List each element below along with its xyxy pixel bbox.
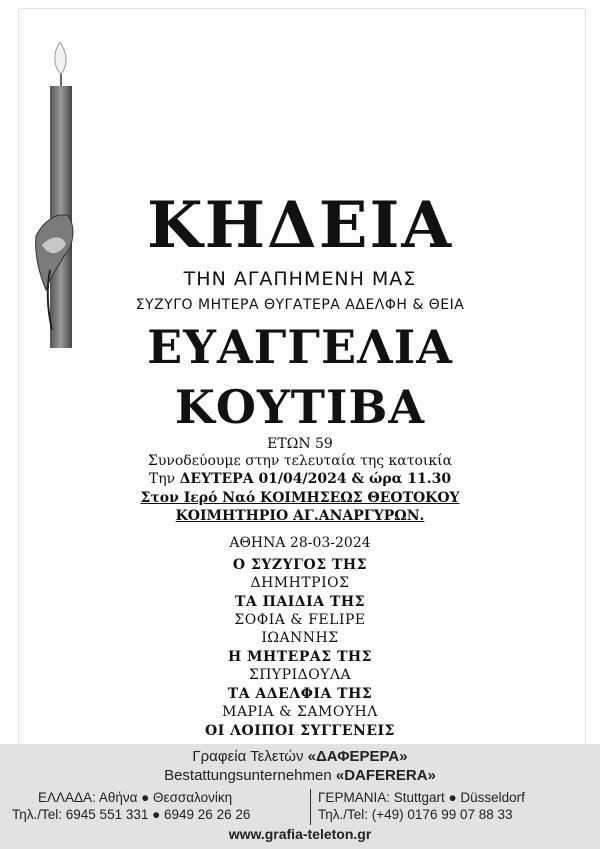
website-link[interactable]: www.grafia-teleton.gr [228, 826, 372, 842]
deceased-surname: ΚΟΥΤΙΒΑ [174, 380, 426, 434]
footer-line1-text: Γραφεία Τελετών [192, 748, 308, 765]
mourner-names: ΙΩΑΝΝΗΣ [261, 630, 339, 646]
notice-title: ΚΗΔΕΙΑ [146, 188, 454, 263]
deceased-first-name: ΕΥΑΓΓΕΛΙΑ [147, 320, 453, 374]
greece-offices: ΕΛΛΑΔΑ: Αθήνα ● Θεσσαλονίκη [38, 790, 233, 805]
cemetery-line: ΚΟΙΜΗΤΗΡΙΟ ΑΓ.ΑΝΑΡΓΥΡΩΝ. [175, 508, 425, 524]
mourner-label: ΟΙ ΛΟΙΠΟΙ ΣΥΓΓΕΝΕΙΣ [205, 723, 395, 739]
mourner-label: ΤΑ ΠΑΙΔΙΑ ΤΗΣ [235, 594, 365, 610]
footer-line2-text: Bestattungsunternehmen [164, 767, 336, 784]
place-date: ΑΘΗΝΑ 28-03-2024 [229, 535, 371, 551]
mourner-names: ΜΑΡΙΑ & ΣΑΜΟΥΗΛ [222, 704, 378, 720]
footer-divider [310, 789, 311, 825]
funeral-date: ΔΕΥΤΕΡΑ 01/04/2024 & ώρα 11.30 [179, 471, 452, 487]
funeral-date-line [0, 471, 600, 487]
relations-line: ΣΥΖΥΓΟ ΜΗΤΕΡΑ ΘΥΓΑΤΕΡΑ ΑΔΕΛΦΗ & ΘΕΙΑ [135, 297, 465, 313]
footer-line1-name: «ΔΑΦΕΡΕΡΑ» [307, 748, 408, 765]
footer-line-greek [0, 748, 600, 765]
germany-phones: Τηλ./Tel: (+49) 0176 99 07 88 33 [318, 807, 513, 822]
intro-line: ΤΗΝ ΑΓΑΠΗΜΕΝΗ ΜΑΣ [183, 268, 417, 290]
mourner-label: Η ΜΗΤΕΡΑΣ ΤΗΣ [227, 649, 373, 665]
germany-offices: ΓΕΡΜΑΝΙΑ: Stuttgart ● Düsseldorf [318, 790, 525, 805]
mourner-label: ΤΑ ΑΔΕΛΦΙΑ ΤΗΣ [227, 686, 373, 702]
date-prefix: Την [148, 471, 180, 487]
footer-line-german [0, 767, 600, 784]
mourner-names: ΔΗΜΗΤΡΙΟΣ [250, 575, 350, 591]
mourner-label: Ο ΣΥΖΥΓΟΣ ΤΗΣ [232, 557, 368, 573]
mourner-names: ΣΠΥΡΙΔΟΥΛΑ [248, 667, 352, 683]
church-line: Στον Ιερό Ναό ΚΟΙΜΗΣΕΩΣ ΘΕΟΤΟΚΟΥ [140, 490, 460, 506]
age-line: ΕΤΩΝ 59 [267, 436, 333, 452]
mourner-names: ΣΟΦΙΑ & FELIPE [234, 612, 366, 628]
escort-line: Συνοδεύουμε στην τελευταία της κατοικία [147, 453, 453, 469]
funeral-home-footer [0, 744, 600, 849]
footer-line2-name: «DAFERERA» [335, 767, 436, 784]
greece-phones: Τηλ./Tel: 6945 551 331 ● 6949 26 26 26 [12, 807, 251, 822]
